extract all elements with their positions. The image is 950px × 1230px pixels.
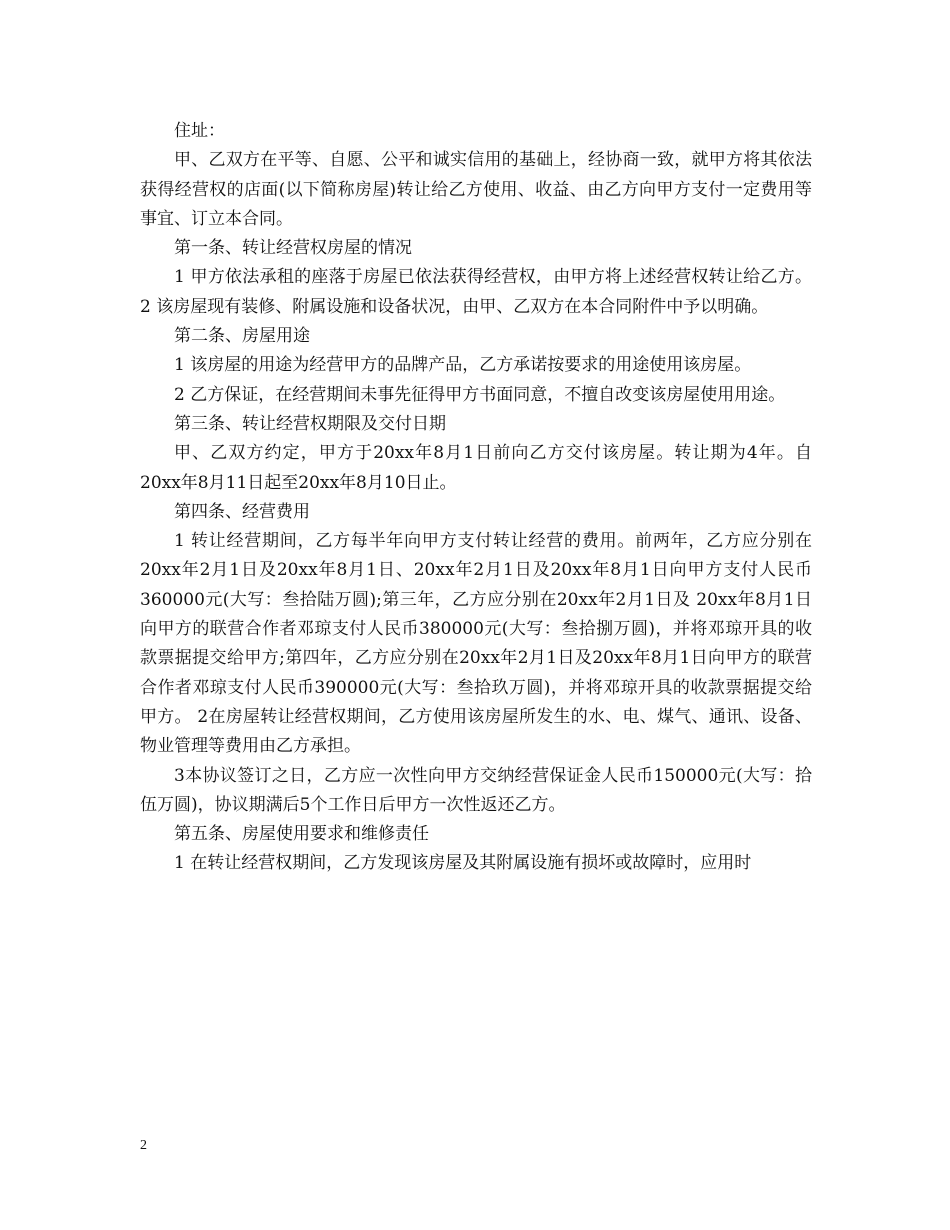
- heading-article-1: 第一条、转让经营权房屋的情况: [174, 238, 412, 259]
- paragraph-preamble: 甲、乙双方在平等、自愿、公平和诚实信用的基础上，经协商一致，就甲方将其依法获得经营权的店面(以下简称房屋)转让给乙方使用、收益、由乙方向甲方支付一定费用等事宜、订立本合同。: [140, 150, 812, 229]
- paragraph-article-1-clauses: 1 甲方依法承租的座落于房屋已依法获得经营权，由甲方将上述经营权转让给乙方。 2 该房屋现有装修、附属设施和设备状况，由甲、乙双方在本合同附件中予以明确。: [140, 267, 812, 317]
- page-number: 2: [140, 1138, 147, 1153]
- paragraph-address: 住址：: [174, 121, 225, 141]
- paragraph-article-4-clauses: 1 转让经营期间，乙方每半年向甲方支付转让经营的费用。前两年，乙方应分别在20xx年2月1日及20xx年8月1日、20xx年2月1日及20xx年8月1日向甲方支付人民币360000元(大写：叁拾陆万圆);第三年，乙方应分别在20xx年2月1日及 20xx年8月1日向甲方的联营合作者邓琼支付人民币380000元(大写：叁拾捌万圆)，并将邓琼开具的收款票据提交给甲方;第四年，乙方应分别在20xx年2月1日及20xx年8月1日向甲方的联营合作者邓琼支付人民币390000元(大写：叁拾玖万圆)，并将邓琼开具的收款票据提交给甲方。 2在房屋转让经营权期间，乙方使用该房屋所发生的水、电、煤气、通讯、设备、物业管理等费用由乙方承担。: [140, 531, 812, 757]
- paragraph-article-5-clause-1: 1 在转让经营权期间，乙方发现该房屋及其附属设施有损坏或故障时，应用时: [174, 853, 752, 874]
- paragraph-article-4-clause-3: 3本协议签订之日，乙方应一次性向甲方交纳经营保证金人民币150000元(大写：拾伍万圆)，协议期满后5个工作日后甲方一次性返还乙方。: [140, 765, 812, 815]
- heading-article-5: 第五条、房屋使用要求和维修责任: [174, 824, 429, 845]
- heading-article-4: 第四条、经营费用: [174, 501, 310, 522]
- heading-article-2: 第二条、房屋用途: [174, 326, 310, 347]
- paragraph-article-2-clause-1: 1 该房屋的用途为经营甲方的品牌产品，乙方承诺按要求的用途使用该房屋。: [174, 355, 752, 376]
- heading-article-3: 第三条、转让经营权期限及交付日期: [174, 413, 446, 434]
- paragraph-article-3: 甲、乙双方约定，甲方于20xx年8月1日前向乙方交付该房屋。转让期为4年。自20xx年8月11日起至20xx年8月10日止。: [140, 443, 812, 493]
- paragraph-article-2-clause-2: 2 乙方保证，在经营期间未事先征得甲方书面同意，不擅自改变该房屋使用用途。: [174, 384, 786, 405]
- document-body: [140, 117, 812, 879]
